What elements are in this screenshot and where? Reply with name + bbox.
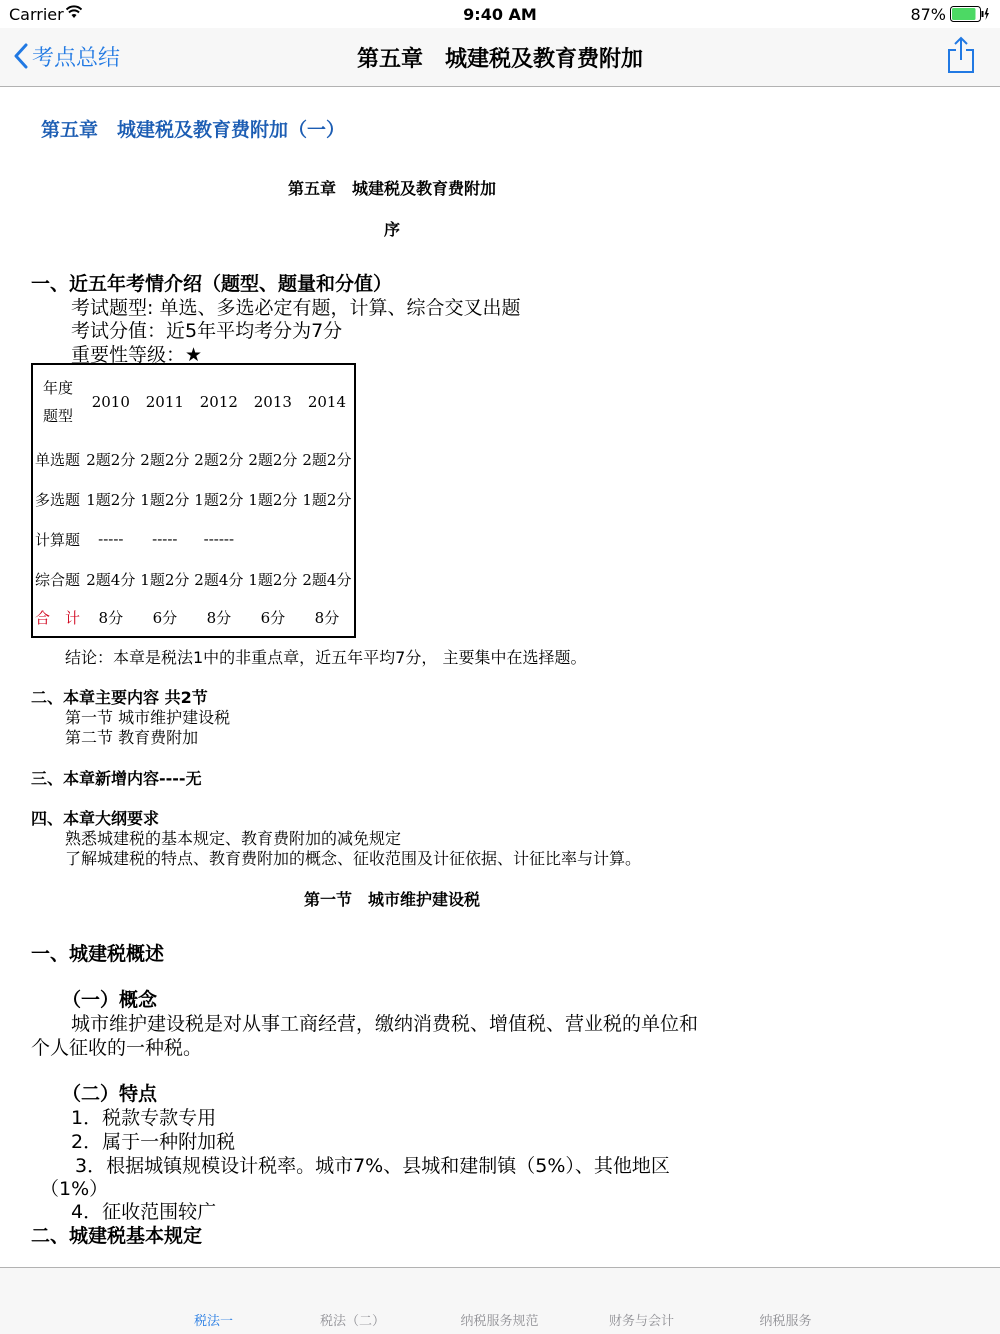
tab-bar xyxy=(0,1267,1000,1334)
section-4-line-1: 熟悉城建税的基本规定、教育费附加的减免规定 xyxy=(65,829,402,848)
feature-3b: （1%） xyxy=(40,1178,109,1200)
table-cell: 2题4分 xyxy=(86,570,136,589)
table-cell: 6分 xyxy=(260,609,286,627)
section-4-line-2: 了解城建税的特点、教育费附加的概念、征收范围及计征依据、计征比率与计算。 xyxy=(65,849,642,868)
section-2-line-1: 第一节 城市维护建设税 xyxy=(65,708,231,727)
section-2-title: 二、本章主要内容 共2节 xyxy=(31,688,208,707)
table-cell: 8分 xyxy=(206,609,232,627)
table-total-label: 合 计 xyxy=(35,609,81,627)
table-row xyxy=(32,559,355,599)
feature-2: 2．属于一种附加税 xyxy=(71,1131,236,1153)
table-year-cell: 2011 xyxy=(145,393,184,411)
concept-text-2: 个人征收的一种税。 xyxy=(31,1037,203,1059)
status-bar xyxy=(0,0,1000,28)
table-cell xyxy=(300,519,355,559)
table-row xyxy=(32,519,355,559)
table-year-cell: 2010 xyxy=(91,393,130,411)
tab-tax-law-1[interactable]: 税法一 xyxy=(193,1314,233,1329)
battery-icon xyxy=(950,6,990,22)
table-row-label: 计算题 xyxy=(35,530,81,549)
section-3-title: 三、本章新增内容----无 xyxy=(31,769,202,788)
table-total-row xyxy=(32,599,355,637)
conclusion-text: 结论：本章是税法1中的非重点章，近五年平均7分， 主要集中在选择题。 xyxy=(65,648,587,667)
table-year-cell: 2014 xyxy=(307,393,347,411)
table-cell: 2题2分 xyxy=(140,450,190,469)
part-2-title: 二、城建税基本规定 xyxy=(31,1225,203,1247)
section-1-heading: 第一节 城市维护建设税 xyxy=(303,890,480,909)
table-year-cell: 2012 xyxy=(199,393,238,411)
tab-finance-accounting[interactable]: 财务与会计 xyxy=(608,1314,674,1329)
table-header-year-label: 年度 xyxy=(43,379,74,397)
document-heading: 第五章 城建税及教育费附加（一） xyxy=(41,119,346,141)
section-1-line-2: 考试分值：近5年平均考分为7分 xyxy=(71,320,343,342)
feature-3a: 3．根据城镇规模设计税率。城市7%、县城和建制镇（5%）、其他地区 xyxy=(75,1155,670,1177)
features-title: （二）特点 xyxy=(62,1083,158,1105)
section-1-title: 一、近五年考情介绍（题型、题量和分值） xyxy=(31,273,393,295)
table-cell: 1题2分 xyxy=(86,490,136,509)
part-1-title: 一、城建税概述 xyxy=(31,943,165,965)
feature-4: 4．征收范围较广 xyxy=(71,1201,217,1223)
share-button[interactable] xyxy=(946,36,976,74)
battery-percent: 87% xyxy=(910,5,946,24)
feature-1: 1．税款专款专用 xyxy=(71,1107,217,1129)
table-cell: 1题2分 xyxy=(140,490,190,509)
concept-text-1: 城市维护建设税是对从事工商经营，缴纳消费税、增值税、营业税的单位和 xyxy=(71,1013,699,1035)
table-cell: 2题2分 xyxy=(194,450,244,469)
navigation-bar xyxy=(0,28,1000,87)
table-row xyxy=(32,479,355,519)
section-4-title: 四、本章大纲要求 xyxy=(31,809,160,828)
section-1-line-3: 重要性等级：★ xyxy=(71,344,203,366)
table-cell: 1题2分 xyxy=(140,570,190,589)
table-cell: 1题2分 xyxy=(248,490,298,509)
table-header-row xyxy=(32,364,355,439)
table-row-label: 多选题 xyxy=(35,490,81,509)
section-2-line-2: 第二节 教育费附加 xyxy=(65,728,199,747)
table-cell: 1题2分 xyxy=(248,570,298,589)
chapter-title: 第五章 城建税及教育费附加 xyxy=(287,179,496,198)
tab-tax-service-standards[interactable]: 纳税服务规范 xyxy=(460,1314,539,1329)
table-cell: ----- xyxy=(98,530,124,548)
table-cell: ------ xyxy=(203,530,235,548)
share-icon xyxy=(946,36,976,74)
status-time: 9:40 AM xyxy=(463,5,537,24)
carrier-label: Carrier xyxy=(9,5,64,24)
table-cell: 2题2分 xyxy=(248,450,298,469)
table-cell: 1题2分 xyxy=(194,490,244,509)
table-cell: 8分 xyxy=(314,609,340,627)
table-cell: 8分 xyxy=(98,609,124,627)
page-title: 第五章 城建税及教育费附加 xyxy=(356,47,643,72)
table-cell xyxy=(246,519,300,559)
back-button-label: 考点总结 xyxy=(32,45,121,71)
table-cell: 2题4分 xyxy=(302,570,352,589)
table-cell: 1题2分 xyxy=(302,490,352,509)
tab-tax-law-2[interactable]: 税法（二） xyxy=(319,1314,385,1329)
table-corner-cell xyxy=(32,364,84,439)
section-1-line-1: 考试题型: 单选、多选必定有题，计算、综合交叉出题 xyxy=(71,297,521,319)
table-cell: 2题2分 xyxy=(86,450,136,469)
tab-tax-service[interactable]: 纳税服务 xyxy=(759,1314,812,1329)
table-row-label: 综合题 xyxy=(35,570,81,589)
table-year-cell: 2013 xyxy=(253,393,292,411)
table-cell: 2题2分 xyxy=(302,450,352,469)
exam-stats-table xyxy=(31,363,356,638)
concept-title: （一）概念 xyxy=(62,989,158,1011)
document-view[interactable] xyxy=(0,87,1000,1267)
table-cell: 6分 xyxy=(152,609,178,627)
table-cell: ----- xyxy=(152,530,178,548)
table-row xyxy=(32,439,355,479)
table-header-type-label: 题型 xyxy=(43,407,74,425)
table-row-label: 单选题 xyxy=(35,450,81,469)
preface-title: 序 xyxy=(383,220,400,239)
table-cell: 2题4分 xyxy=(194,570,244,589)
